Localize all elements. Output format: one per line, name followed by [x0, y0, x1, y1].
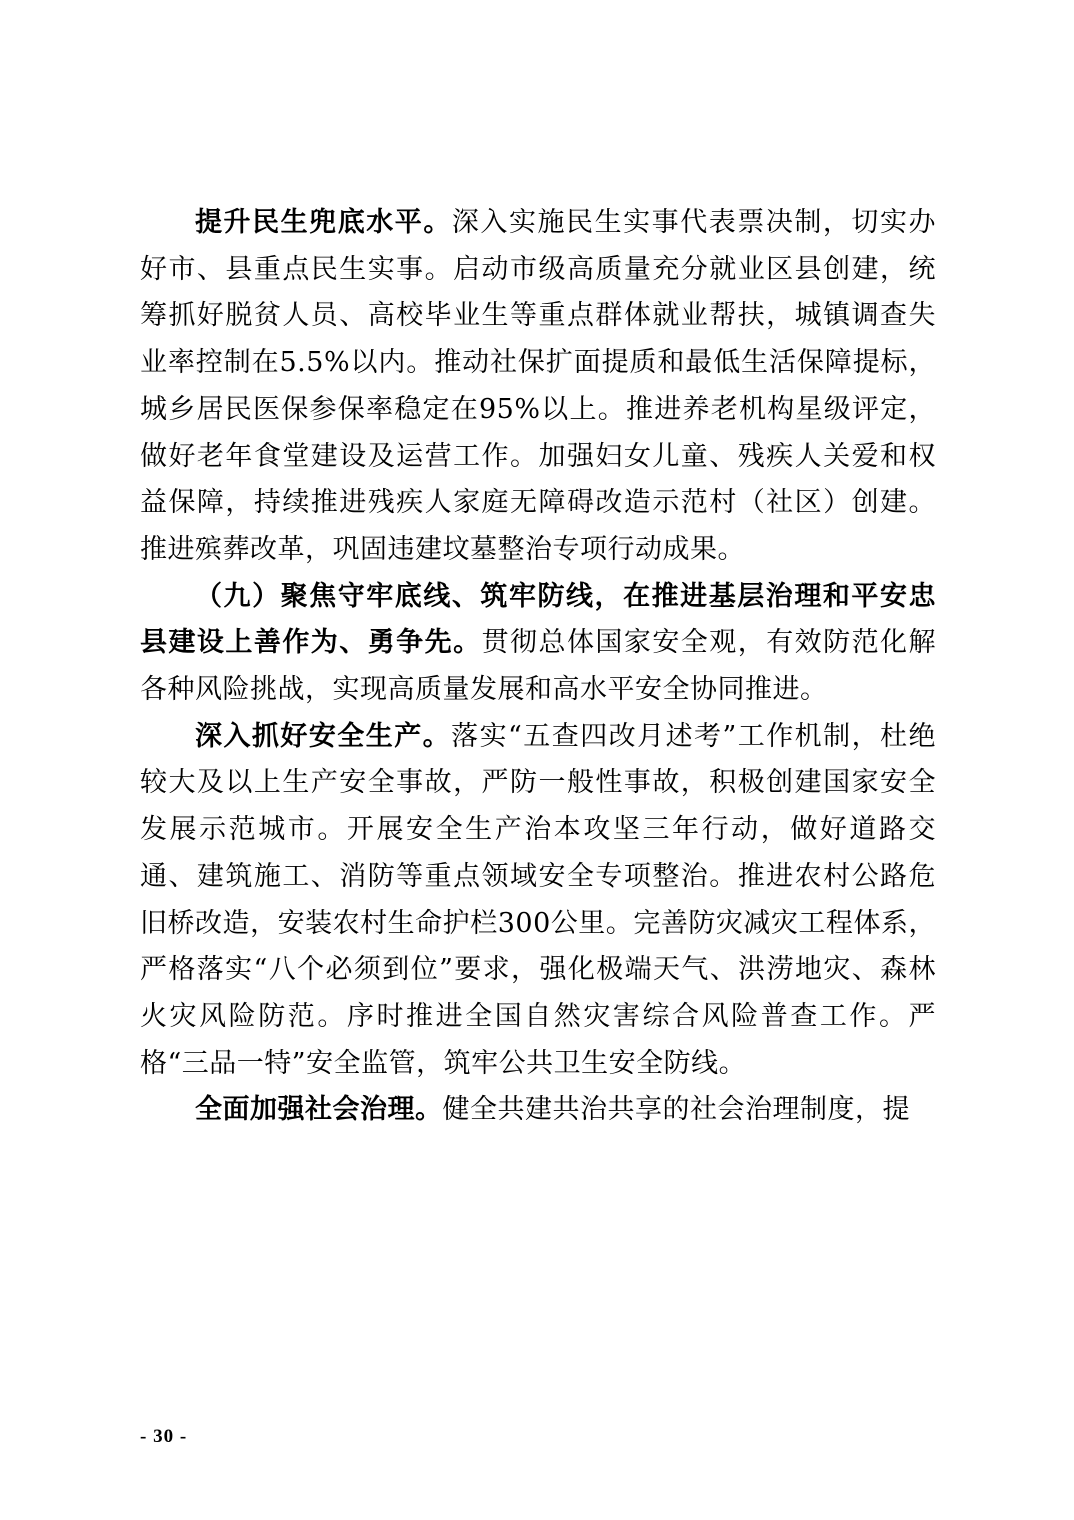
paragraph-heading: 深入抓好安全生产。	[195, 720, 452, 752]
body-text	[140, 200, 936, 1134]
paragraph-safety	[140, 714, 936, 1088]
paragraph-livelihood	[140, 200, 936, 574]
paragraph-body: 贯彻总体国家安全观，有效防范化解各种风险挑战，实现高质量发展和高水平安全协同推进。	[140, 627, 937, 706]
paragraph-governance	[140, 1087, 936, 1134]
section-heading: （九）聚焦守牢底线、筑牢防线，在推进基层治理和平安忠县建设上善作为、勇争先。	[140, 580, 936, 659]
paragraph-heading: 提升民生兜底水平。	[195, 207, 452, 238]
paragraph-body: 落实“五查四改月述考”工作机制，杜绝较大及以上生产安全事故，严防一般性事故，积极创建国家安全发展示范城市。开展安全生产治本攻坚三年行动，做好道路交通、建筑施工、消防等重点领域安全专项整治。推进农村公路危旧桥改造，安装农村生命护栏300公里。完善防灾减灾工程体系，严格落实“八个必须到位”要求，强化极端天气、洪涝地灾、森林火灾风险防范。序时推进全国自然灾害综合风险普查工作。严格“三品一特”安全监管，筑牢公共卫生安全防线。	[140, 720, 937, 1079]
paragraph-heading: 全面加强社会治理。	[195, 1094, 443, 1126]
paragraph-section-nine	[140, 574, 936, 714]
paragraph-body: 健全共建共治共享的社会治理制度，提	[442, 1094, 910, 1126]
page-number: - 30 -	[140, 1426, 188, 1447]
paragraph-body: 深入实施民生实事代表票决制，切实办好市、县重点民生实事。启动市级高质量充分就业区县创建，统筹抓好脱贫人员、高校毕业生等重点群体就业帮扶，城镇调查失业率控制在5.5%以内。推动社保扩面提质和最低生活保障提标，城乡居民医保参保率稳定在95%以上。推进养老机构星级评定，做好老年食堂建设及运营工作。加强妇女儿童、残疾人关爱和权益保障，持续推进残疾人家庭无障碍改造示范村（社区）创建。推进殡葬改革，巩固违建坟墓整治专项行动成果。	[140, 207, 937, 565]
